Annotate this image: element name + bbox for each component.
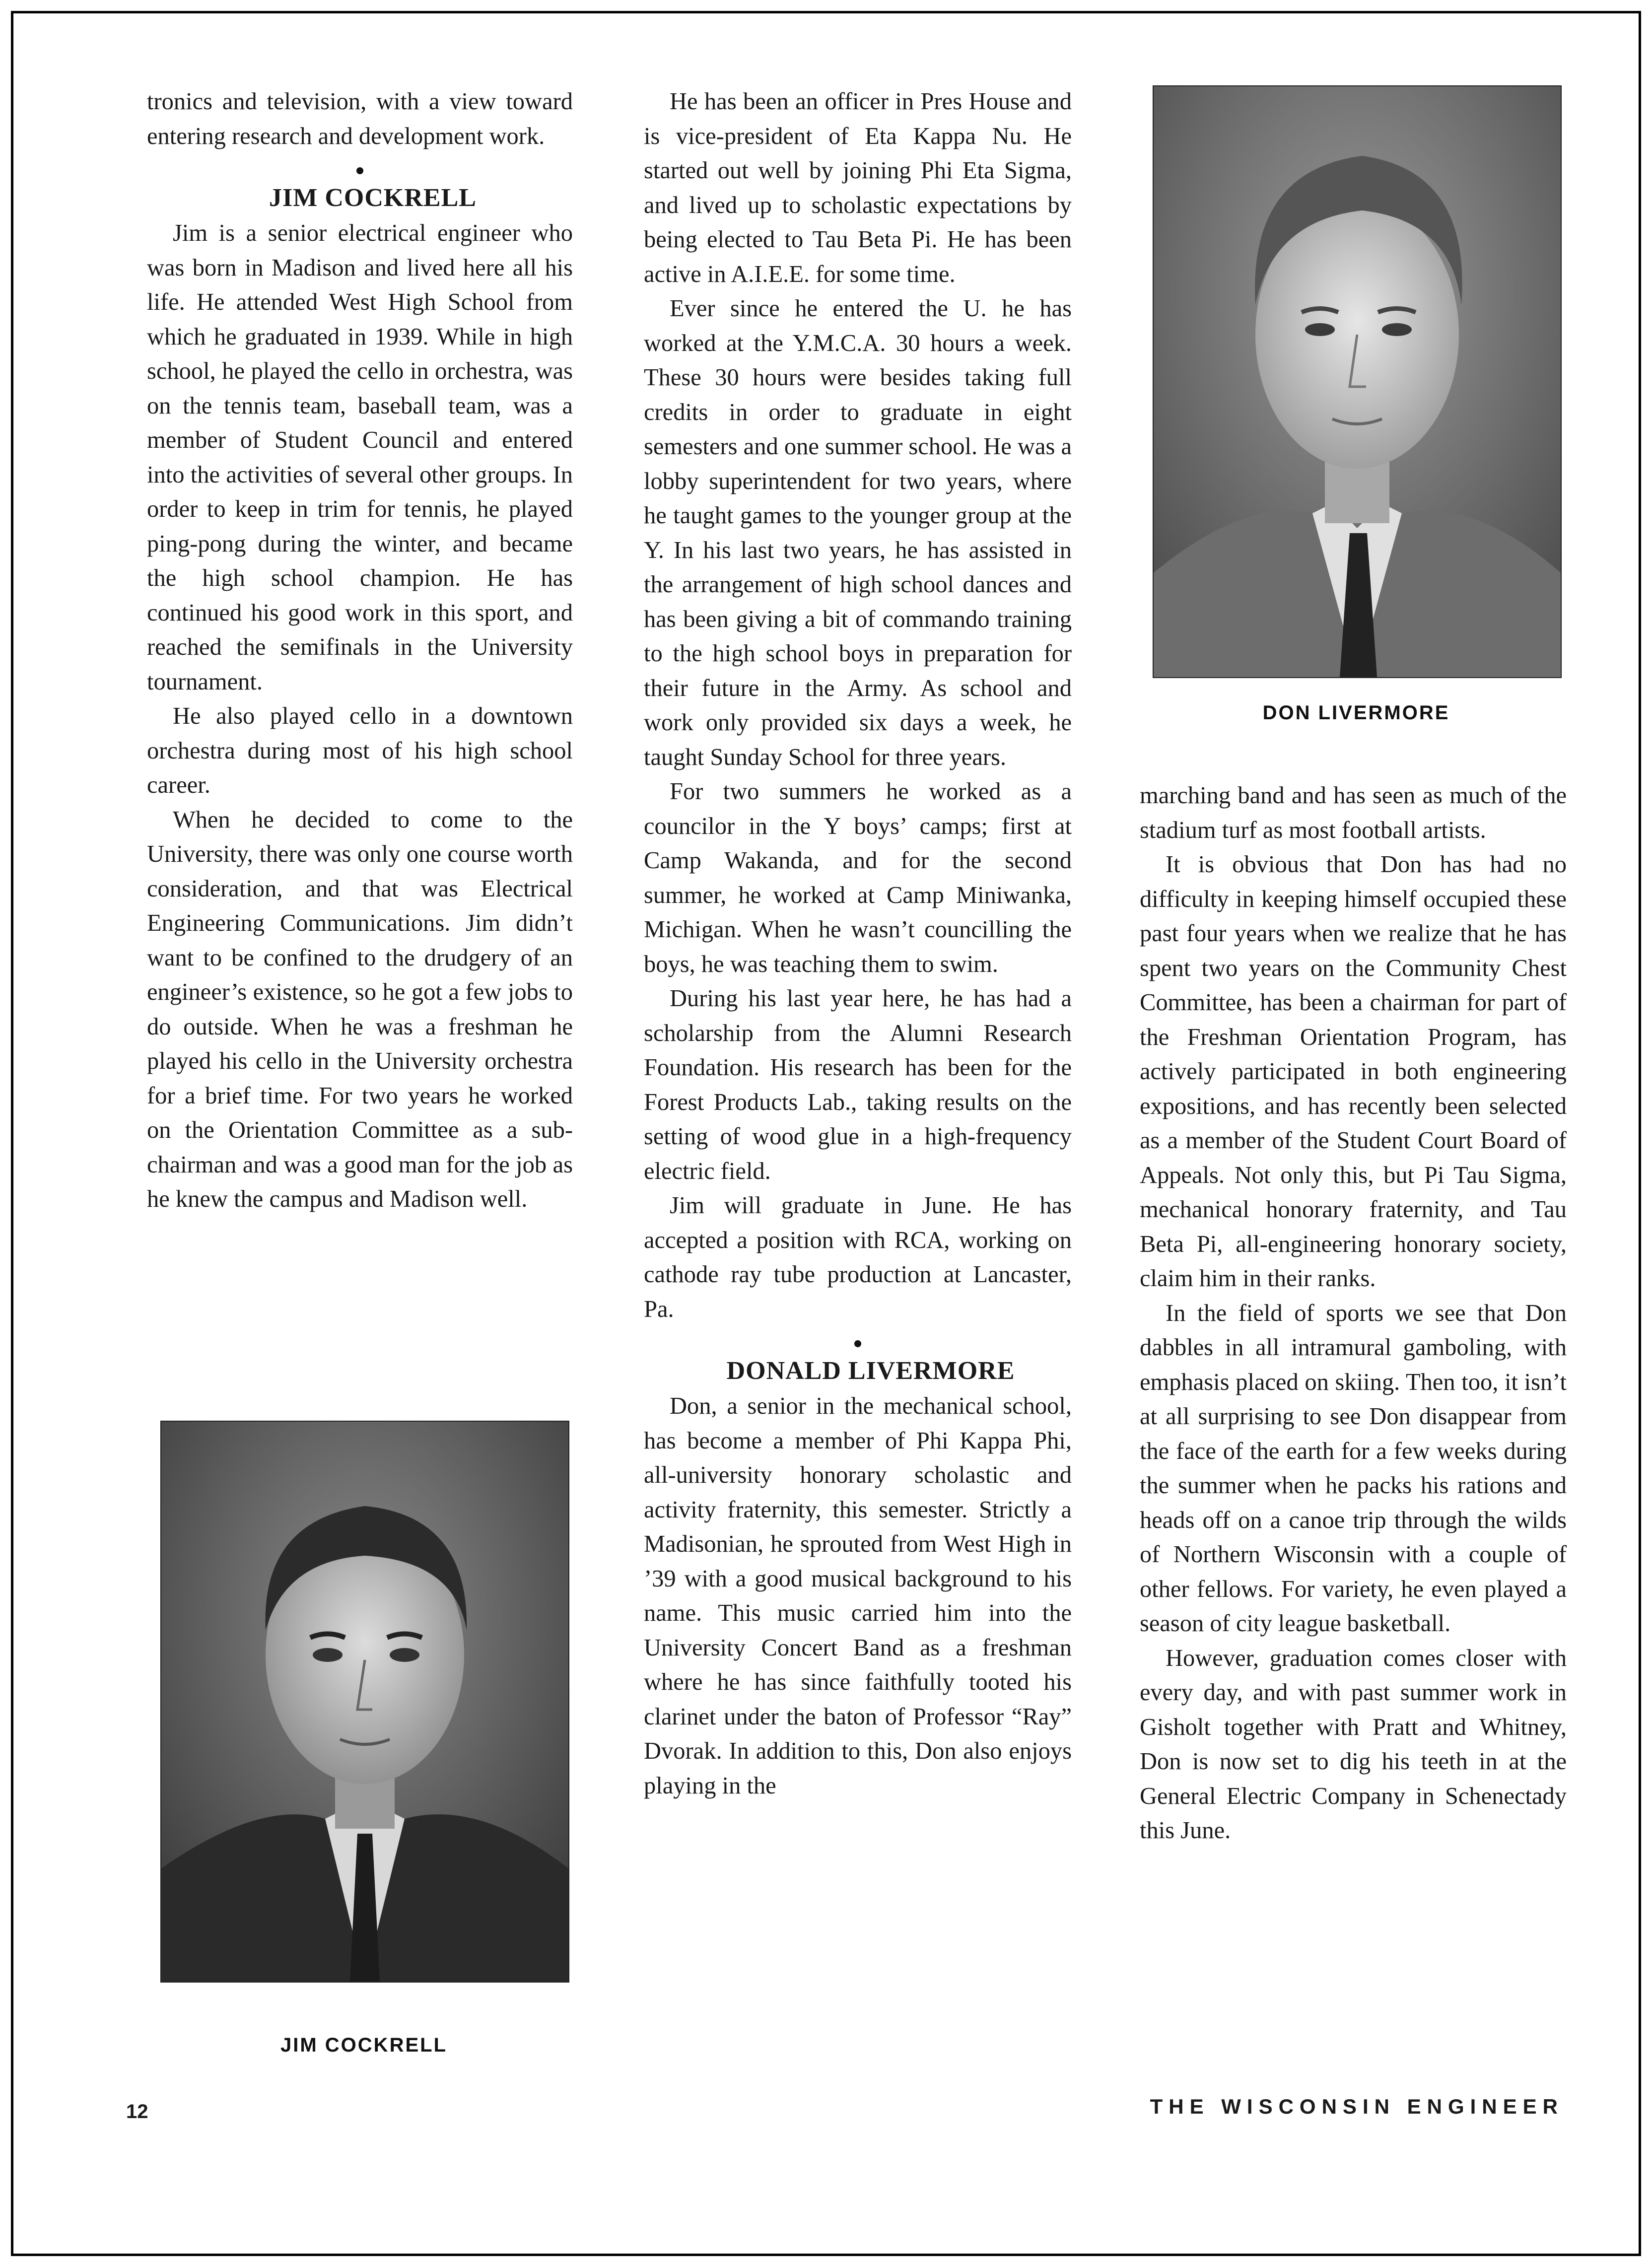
photo-don-livermore — [1153, 85, 1562, 678]
paragraph: However, graduation comes closer with every day, and with past summer work in Gisholt together with Pratt and Whitney, Don is now set to dig his teeth in at the General Electric Company in Schenectady this June. — [1140, 1645, 1567, 1844]
section-bullet — [854, 1340, 861, 1347]
portrait-icon — [161, 1422, 568, 1982]
column-1 — [147, 84, 573, 1217]
section-bullet — [356, 167, 363, 174]
paragraph: Don, a senior in the mechanical school, has become a member of Phi Kappa Phi, all-university honorary scholastic and activity fraternity, this semester. Strictly a Madisonian, he sprouted from West High in ’39 with a good musical background to his name. This music carried him into the University Concert Band as a freshman where he has since faithfully tooted his clarinet under the baton of Professor “Ray” Dvorak. In addition to this, Don also enjoys playing in the — [644, 1393, 1072, 1799]
publication-title: THE WISCONSIN ENGINEER — [1150, 2095, 1564, 2118]
paragraph: Ever since he entered the U. he has worked at the Y.M.C.A. 30 hours a week. These 30 hours were besides taking full credits in order to graduate in eight semesters and one summer school. He was a lobby superintendent for two years, where he taught games to the younger group at the Y. In his last two years, he has assisted in the arrangement of high school dances and has been giving a bit of commando training to the high school boys in preparation for their future in the Army. As school and work only provided six days a week, he taught Sunday School for three years. — [644, 295, 1072, 770]
page-number: 12 — [126, 2101, 148, 2123]
paragraph: Jim is a senior electrical engineer who was born in Madison and lived here all his life. He attended West High School from which he graduated in 1939. While in high school, he played the cello in orchestra, was on the tennis team, baseball team, was a member of Student Council and entered into the activities of several other groups. In order to keep in trim for tennis, he played ping-pong during the winter, and became the high school champion. He has continued his good work in this sport, and reached the semifinals in the University tournament. — [147, 220, 573, 695]
paragraph: For two summers he worked as a councilor in the Y boys’ camps; first at Camp Wakanda, and for the second summer, he worked at Camp Miniwanka, Michigan. When he wasn’t councilling the boys, he was teaching them to swim. — [644, 778, 1072, 977]
paragraph: He also played cello in a downtown orchestra during most of his high school career. — [147, 703, 573, 798]
column-3 — [1140, 778, 1567, 1848]
portrait-icon — [1154, 86, 1561, 677]
paragraph: He has been an officer in Pres House and is vice-president of Eta Kappa Nu. He started out well by joining Phi Eta Sigma, and lived up to scholastic expectations by being elected to Tau Beta Pi. He has been active in A.I.E.E. for some time. — [644, 88, 1072, 287]
photo-jim-cockrell — [160, 1421, 569, 1983]
intro-text: tronics and television, with a view toward entering research and development work. — [147, 88, 573, 149]
caption-don-livermore: DON LIVERMORE — [1262, 702, 1450, 724]
heading-donald-livermore: DONALD LIVERMORE — [726, 1357, 1015, 1385]
caption-jim-cockrell: JIM COCKRELL — [280, 2034, 447, 2056]
column-2 — [644, 84, 1072, 1803]
paragraph: In the field of sports we see that Don dabbles in all intramural gamboling, with emphasis placed on skiing. Then too, it isn’t at all surprising to see Don disappear from the face of the earth for a few weeks during the summer when he packs his rations and heads off on a canoe trip through the wilds of Northern Wisconsin with a couple of other fellows. For variety, he even played a season of city league basketball. — [1140, 1300, 1567, 1637]
paragraph: During his last year here, he has had a scholarship from the Alumni Research Foundation. His research has been for the Forest Products Lab., taking results on the setting of wood glue in a high-frequency electric field. — [644, 985, 1072, 1184]
paragraph: Jim will graduate in June. He has accepted a position with RCA, working on cathode ray tube production at Lancaster, Pa. — [644, 1192, 1072, 1322]
paragraph: marching band and has seen as much of the stadium turf as most football artists. — [1140, 782, 1567, 843]
paragraph: When he decided to come to the University, there was only one course worth consideration, and that was Electrical Engineering Communications. Jim didn’t want to be confined to the drudgery of an engineer’s existence, so he got a few jobs to do outside. When he was a freshman he played his cello in the University orchestra for a brief time. For two years he worked on the Orientation Committee as a subchairman and was a good man for the job as he knew the campus and Madison well. — [147, 806, 573, 1212]
heading-jim-cockrell: JIM COCKRELL — [269, 184, 477, 212]
paragraph: It is obvious that Don has had no difficulty in keeping himself occupied these past four years when we realize that he has spent two years on the Community Chest Committee, has been a chairman for part of the Freshman Orientation Program, has actively participated in both engineering expositions, and has recently been selected as a member of the Student Court Board of Appeals. Not only this, but Pi Tau Sigma, mechanical honorary fraternity, and Tau Beta Pi, all-engineering honorary society, claim him in their ranks. — [1140, 851, 1567, 1292]
